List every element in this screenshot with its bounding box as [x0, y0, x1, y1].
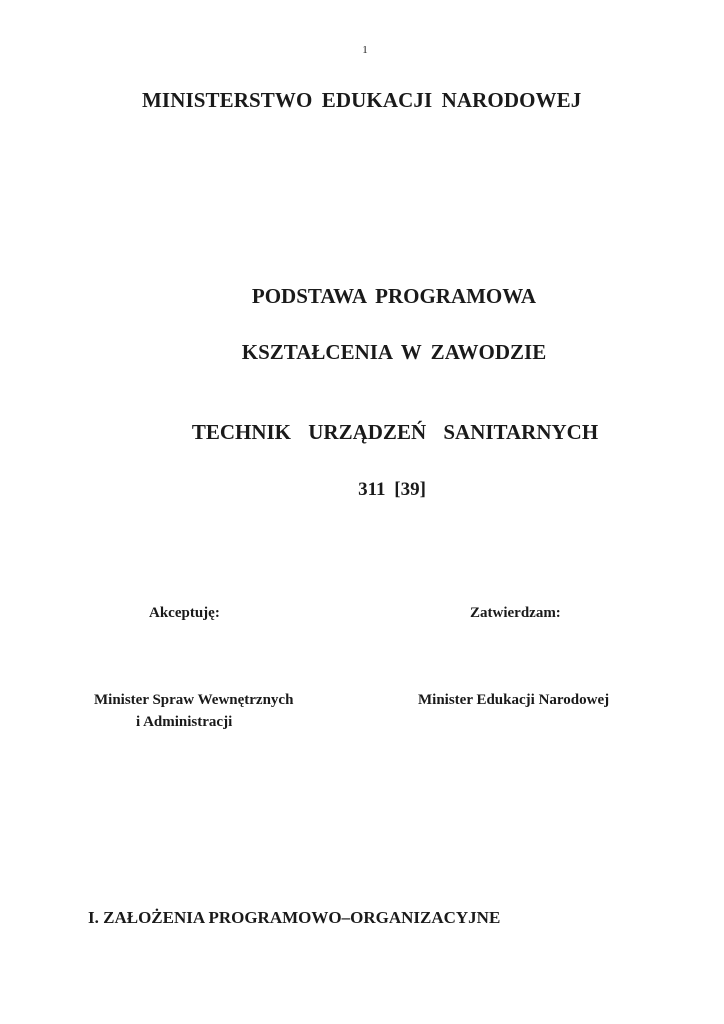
right-signatory: Minister Edukacji Narodowej: [418, 692, 610, 708]
document-title-line-1: PODSTAWA PROGRAMOWA: [251, 284, 537, 308]
left-signatory-line-1: Minister Spraw Wewnętrznych: [94, 692, 294, 708]
accept-label: Akceptuję:: [149, 605, 220, 621]
section-heading: I. ZAŁOŻENIA PROGRAMOWO–ORGANIZACYJNE: [88, 908, 501, 927]
ministry-header: MINISTERSTWO EDUKACJI NARODOWEJ: [142, 88, 582, 112]
approve-label: Zatwierdzam:: [470, 605, 561, 621]
profession-name: TECHNIK URZĄDZEŃ SANITARNYCH: [191, 420, 599, 444]
left-signatory-line-2: i Administracji: [136, 714, 233, 730]
document-title-line-2: KSZTAŁCENIA W ZAWODZIE: [241, 340, 547, 364]
page-number: 1: [362, 44, 368, 56]
profession-code: 311 [39]: [358, 479, 426, 500]
